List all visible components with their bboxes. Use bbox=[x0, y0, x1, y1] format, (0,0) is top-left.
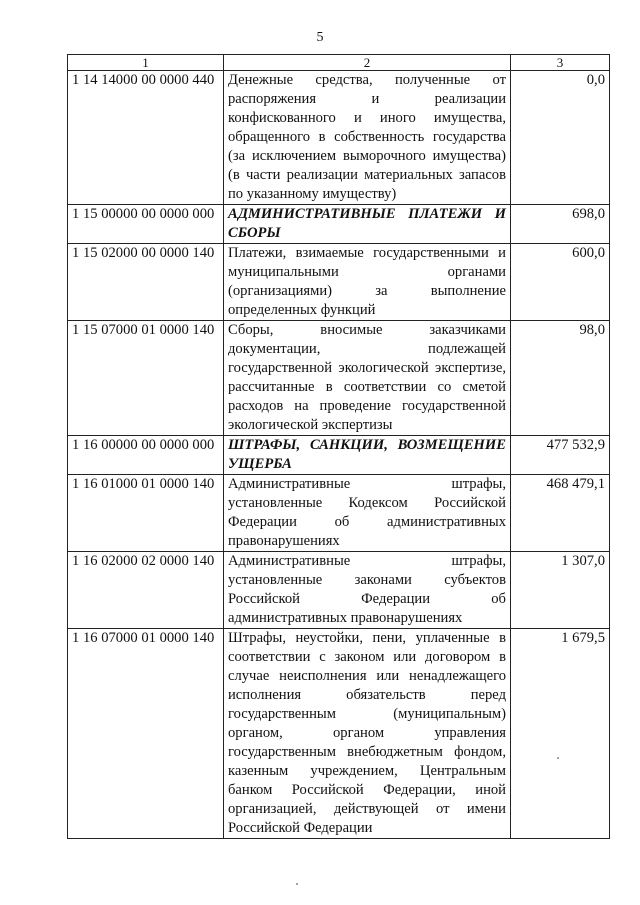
budget-code: 1 15 07000 01 0000 140 bbox=[68, 321, 224, 436]
revenue-amount: 477 532,9 bbox=[511, 436, 610, 475]
budget-code: 1 15 00000 00 0000 000 bbox=[68, 205, 224, 244]
budget-code: 1 16 00000 00 0000 000 bbox=[68, 436, 224, 475]
revenue-description: Административные штрафы, установленные законами субъектов Российской Федерации об административных правонарушениях bbox=[224, 552, 511, 629]
column-header-description: 2 bbox=[224, 55, 511, 71]
table-row bbox=[68, 71, 610, 205]
budget-code: 1 16 07000 01 0000 140 bbox=[68, 629, 224, 839]
page-number: 5 bbox=[316, 30, 324, 45]
revenue-description: Административные штрафы, установленные Кодексом Российской Федерации об административных правонарушениях bbox=[224, 475, 511, 552]
budget-code: 1 14 14000 00 0000 440 bbox=[68, 71, 224, 205]
revenue-description: Сборы, вносимые заказчиками документации, подлежащей государственной экологической экспертизе, рассчитанные в соответствии со сметой расходов на проведение государственной экологической экспертизы bbox=[224, 321, 511, 436]
section-row bbox=[68, 205, 610, 244]
revenue-description: Штрафы, неустойки, пени, уплаченные в соответствии с законом или договором в случае неисполнения или ненадлежащего исполнения обязательств перед государственным (муниципальным) органом, органом управления государственным внебюджетным фондом, казенным учреждением, Центральным банком Российской Федерации, иной организацией, действующей от имени Российской Федерации bbox=[224, 629, 511, 839]
table-row bbox=[68, 629, 610, 839]
budget-code: 1 15 02000 00 0000 140 bbox=[68, 244, 224, 321]
revenue-amount: 698,0 bbox=[511, 205, 610, 244]
revenue-amount: 600,0 bbox=[511, 244, 610, 321]
table-row bbox=[68, 244, 610, 321]
budget-code: 1 16 01000 01 0000 140 bbox=[68, 475, 224, 552]
revenue-description: Платежи, взимаемые государственными и муниципальными органами (организациями) за выполнение определенных функций bbox=[224, 244, 511, 321]
section-title: АДМИНИСТРАТИВНЫЕ ПЛАТЕЖИ И СБОРЫ bbox=[224, 205, 511, 244]
scan-speck bbox=[296, 883, 298, 885]
table-row bbox=[68, 321, 610, 436]
section-title: ШТРАФЫ, САНКЦИИ, ВОЗМЕЩЕНИЕ УЩЕРБА bbox=[224, 436, 511, 475]
revenue-amount: 1 307,0 bbox=[511, 552, 610, 629]
column-header-code: 1 bbox=[68, 55, 224, 71]
revenue-amount: 1 679,5 bbox=[511, 629, 610, 839]
table-header-row bbox=[68, 55, 610, 71]
section-row bbox=[68, 436, 610, 475]
budget-code: 1 16 02000 02 0000 140 bbox=[68, 552, 224, 629]
revenue-amount: 98,0 bbox=[511, 321, 610, 436]
revenue-amount: 468 479,1 bbox=[511, 475, 610, 552]
table-row bbox=[68, 552, 610, 629]
revenue-description: Денежные средства, полученные от распоряжения и реализации конфискованного и иного имущества, обращенного в собственность государства (за исключением выморочного имущества) (в части реализации материальных запасов по указанному имуществу) bbox=[224, 71, 511, 205]
revenue-amount: 0,0 bbox=[511, 71, 610, 205]
scan-speck bbox=[557, 757, 559, 759]
revenue-table bbox=[67, 54, 610, 839]
column-header-amount: 3 bbox=[511, 55, 610, 71]
table-row bbox=[68, 475, 610, 552]
